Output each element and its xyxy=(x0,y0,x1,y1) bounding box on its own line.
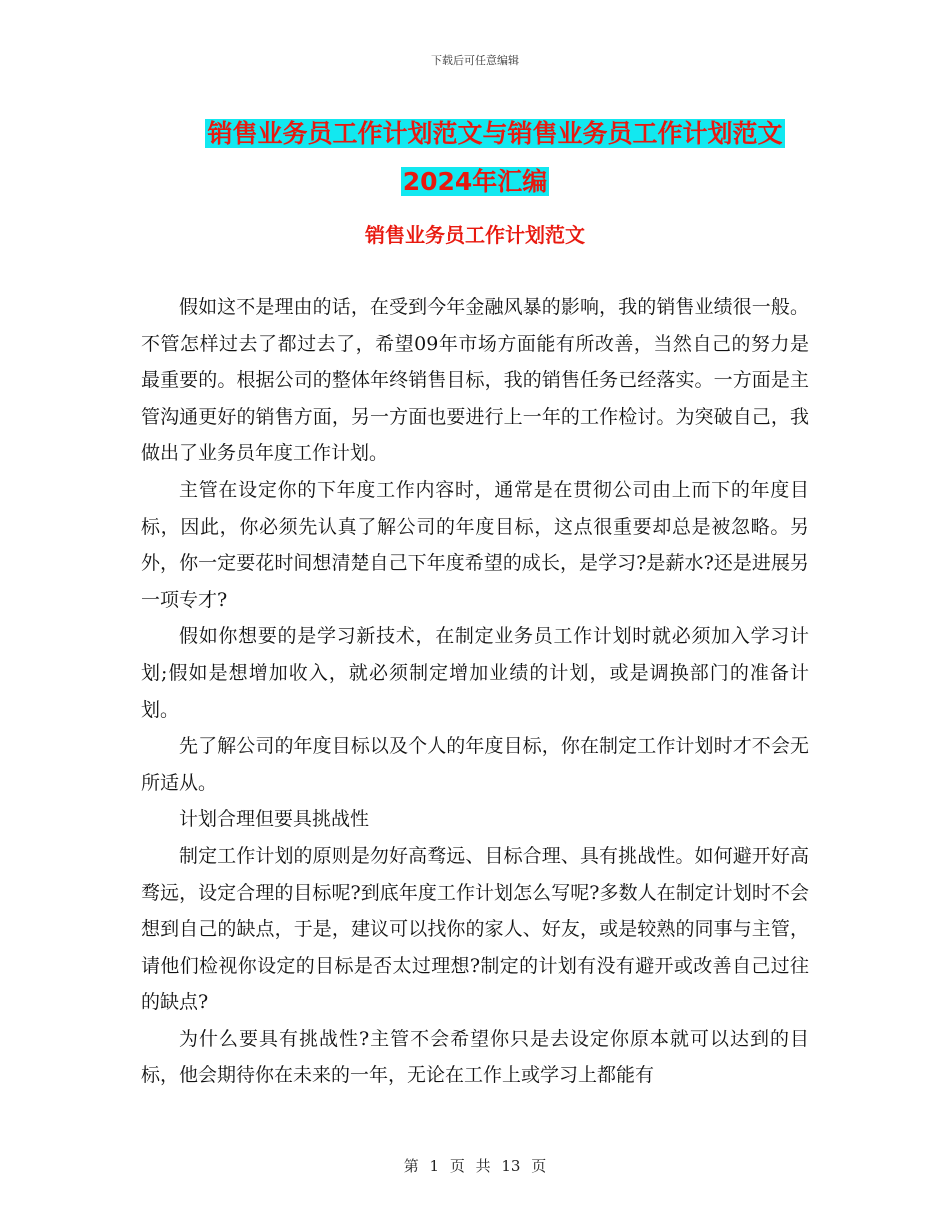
paragraph: 假如这不是理由的话，在受到今年金融风暴的影响，我的销售业绩很一般。不管怎样过去了都过去了，希望09年市场方面能有所改善，当然自己的努力是最重要的。根据公司的整体年终销售目标，我的销售任务已经落实。一方面是主管沟通更好的销售方面，另一方面也要进行上一年的工作检讨。为突破自己，我做出了业务员年度工作计划。 xyxy=(141,296,809,465)
section-heading: 销售业务员工作计划范文 xyxy=(365,223,585,247)
document-body xyxy=(141,289,809,1094)
title-line-1: 销售业务员工作计划范文与销售业务员工作计划范文 xyxy=(207,119,783,148)
page-number-footer: 第 1 页 共 13 页 xyxy=(403,1157,547,1175)
paragraph: 制定工作计划的原则是勿好高骛远、目标合理、具有挑战性。如何避开好高骛远，设定合理的目标呢?到底年度工作计划怎么写呢?多数人在制定计划时不会想到自己的缺点，于是，建议可以找你的家人、好友，或是较熟的同事与主管，请他们检视你设定的目标是否太过理想?制定的计划有没有避开或改善自己过往的缺点? xyxy=(141,844,809,1014)
paragraph: 假如你想要的是学习新技术，在制定业务员工作计划时就必须加入学习计划;假如是想增加收入，就必须制定增加业绩的计划，或是调换部门的准备计划。 xyxy=(141,625,809,721)
paragraph-subheading: 计划合理但要具挑战性 xyxy=(179,808,370,831)
document-title xyxy=(0,110,950,206)
paragraph: 主管在设定你的下年度工作内容时，通常是在贯彻公司由上而下的年度目标，因此，你必须先认真了解公司的年度目标，这点很重要却总是被忽略。另外，你一定要花时间想清楚自己下年度希望的成长，是学习?是薪水?还是进展另一项专才? xyxy=(141,478,809,611)
paragraph: 先了解公司的年度目标以及个人的年度目标，你在制定工作计划时才不会无所适从。 xyxy=(141,735,809,794)
page-header: 下载后可任意编辑 xyxy=(431,54,519,67)
paragraph: 为什么要具有挑战性?主管不会希望你只是去设定你原本就可以达到的目标，他会期待你在未来的一年，无论在工作上或学习上都能有 xyxy=(141,1027,809,1087)
title-line-2: 2024年汇编 xyxy=(402,167,548,196)
